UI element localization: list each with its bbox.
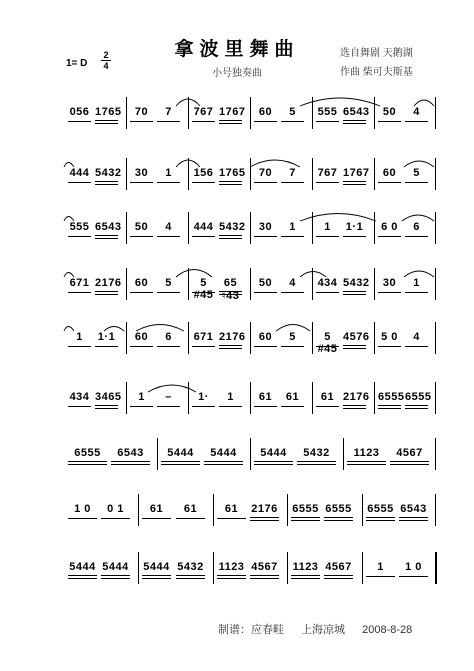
barline xyxy=(250,268,251,300)
barline xyxy=(188,322,189,354)
note-group: 6 xyxy=(405,221,428,235)
note-group: 444 xyxy=(69,167,90,179)
note-group: 6555 xyxy=(325,503,352,515)
note-group: 6555 xyxy=(367,503,394,515)
score-line xyxy=(64,268,436,300)
barline xyxy=(126,268,127,300)
note-group: 5 xyxy=(281,331,304,345)
barline xyxy=(250,158,251,190)
note-group: 5432 xyxy=(343,277,370,289)
note-group: 4 xyxy=(157,221,180,235)
score-line xyxy=(64,212,436,244)
time-signature xyxy=(100,50,112,71)
note-group: 6543 xyxy=(95,221,122,233)
note-group: 60 xyxy=(254,106,277,120)
note-group: 5432 xyxy=(219,221,246,233)
note-group: 50 xyxy=(254,277,277,291)
note-group: 5 xyxy=(281,106,304,120)
note-group: 6543 xyxy=(111,447,150,461)
note-group: 1 0 xyxy=(399,561,428,575)
note-group: 70 xyxy=(254,167,277,181)
date-credit: 2008-8-28 xyxy=(362,624,413,636)
note-group: 1 xyxy=(68,331,91,345)
note-group: 61 xyxy=(281,391,304,405)
barline xyxy=(435,212,436,244)
score-line xyxy=(64,494,436,526)
note-group: 6555 xyxy=(405,391,432,403)
note-group: 5 xyxy=(405,167,428,181)
note-group: 767 xyxy=(193,106,214,118)
note-group: 1765 xyxy=(95,106,122,118)
note-group: 1123 xyxy=(218,561,245,573)
score-line xyxy=(64,382,436,414)
barline xyxy=(250,97,251,129)
barline xyxy=(250,212,251,244)
footer xyxy=(218,621,426,637)
note-group: 65 ♮43 xyxy=(219,277,242,291)
note-group: 7 xyxy=(157,106,180,120)
barline xyxy=(250,322,251,354)
score-title: 拿波里舞曲 xyxy=(174,39,300,60)
note-group: 4 xyxy=(281,277,304,291)
score-line xyxy=(64,322,436,354)
barline xyxy=(435,322,436,354)
note-group: 2176 xyxy=(343,391,370,403)
note-group: 50 xyxy=(130,221,153,235)
barline xyxy=(435,158,436,190)
barline xyxy=(374,382,375,414)
note-group: 3465 xyxy=(95,391,122,403)
note-group: 4567 xyxy=(325,561,352,573)
note-group: 61 xyxy=(316,391,339,405)
barline xyxy=(312,158,313,190)
note-group: 1 0 xyxy=(68,503,97,517)
note-group: 5444 xyxy=(69,561,96,573)
note-group: 6 xyxy=(157,331,180,345)
barline xyxy=(312,97,313,129)
note-group: 156 xyxy=(193,167,214,179)
note-group: 5444 xyxy=(254,447,293,461)
note-group: 1·1 xyxy=(343,221,366,235)
note-group: 1123 xyxy=(292,561,319,573)
note-group: 1 xyxy=(130,391,153,405)
barline xyxy=(188,97,189,129)
barline xyxy=(126,212,127,244)
note-group: 5 0 xyxy=(378,331,401,345)
note-group: 671 xyxy=(193,331,214,343)
barline xyxy=(435,438,436,470)
note-group: 6555 xyxy=(292,503,319,515)
barline xyxy=(126,97,127,129)
composer-credit: 作曲 柴可夫斯基 xyxy=(340,67,413,78)
barline xyxy=(287,552,288,584)
barline xyxy=(374,97,375,129)
note-group: 434 xyxy=(317,277,338,289)
note-group: 444 xyxy=(193,221,214,233)
place-credit: 上海凉城 xyxy=(301,624,346,636)
barline xyxy=(138,552,139,584)
barline xyxy=(435,382,436,414)
barline xyxy=(435,494,436,526)
note-group: 1 xyxy=(405,277,428,291)
arranger-credit: 制谱：应春畦 xyxy=(218,624,284,636)
time-signature-bottom: 4 xyxy=(103,61,109,71)
source-credit: 选自舞剧 天鹅湖 xyxy=(340,48,413,59)
barline xyxy=(312,268,313,300)
note-group: – xyxy=(157,391,180,405)
barline xyxy=(374,322,375,354)
note-group: 61 xyxy=(176,503,205,517)
note-group: 5444 xyxy=(143,561,170,573)
barline xyxy=(250,382,251,414)
note-group: 60 xyxy=(254,331,277,345)
note-group: 056 xyxy=(69,106,90,118)
note-group: 1767 xyxy=(343,167,370,179)
note-group: 434 xyxy=(69,391,90,403)
barline xyxy=(435,268,436,300)
note-group: 7 xyxy=(281,167,304,181)
time-signature-top: 2 xyxy=(103,50,109,60)
barline xyxy=(312,322,313,354)
barline xyxy=(188,158,189,190)
note-group: 4576 xyxy=(343,331,370,343)
barline xyxy=(435,552,437,584)
barline xyxy=(157,438,158,470)
note-group: 671 xyxy=(69,277,90,289)
note-group: 60 xyxy=(130,331,153,345)
score-subtitle: 小号独奏曲 xyxy=(212,68,262,79)
note-group: 2176 xyxy=(251,503,278,515)
note-group: 1· xyxy=(192,391,215,405)
barline xyxy=(138,494,139,526)
barline xyxy=(213,494,214,526)
note-group: 1767 xyxy=(219,106,246,118)
note-group: 5444 xyxy=(102,561,129,573)
note-group: 5432 xyxy=(177,561,204,573)
note-group: 1 xyxy=(366,561,395,575)
note-group: 6555 xyxy=(378,391,405,403)
barline xyxy=(374,268,375,300)
note-group: 60 xyxy=(130,277,153,291)
note-group: 1765 xyxy=(219,167,246,179)
key-signature: 1= D xyxy=(66,58,88,69)
note-group: 61 xyxy=(217,503,246,517)
barline xyxy=(287,494,288,526)
note-group: 1123 xyxy=(347,447,386,461)
barline xyxy=(213,552,214,584)
barline xyxy=(188,212,189,244)
barline xyxy=(126,322,127,354)
barline xyxy=(374,158,375,190)
note-group: 6543 xyxy=(343,106,370,118)
note-group: 5 #45 xyxy=(317,331,338,355)
note-group: 6 0 xyxy=(378,221,401,235)
note-group: 1·1 xyxy=(95,331,118,345)
note-group: 1 xyxy=(219,391,242,405)
note-group: 1 xyxy=(157,167,180,181)
barline xyxy=(312,382,313,414)
note-group: 4567 xyxy=(251,561,278,573)
barline xyxy=(126,382,127,414)
barline xyxy=(312,212,313,244)
note-group: 4 xyxy=(405,331,428,345)
note-group: 30 xyxy=(254,221,277,235)
barline xyxy=(362,552,363,584)
note-group: 5432 xyxy=(95,167,122,179)
note-group: 50 xyxy=(378,106,401,120)
note-group: 5432 xyxy=(297,447,336,461)
note-group: 30 xyxy=(130,167,153,181)
note-group: 5 xyxy=(157,277,180,291)
note-group: 70 xyxy=(130,106,153,120)
score-line xyxy=(64,552,436,584)
barline xyxy=(188,382,189,414)
score-line xyxy=(64,97,436,129)
note-group: 555 xyxy=(317,106,338,118)
note-group: 30 xyxy=(378,277,401,291)
barline xyxy=(362,494,363,526)
note-group: 61 xyxy=(254,391,277,405)
note-group: 5444 xyxy=(161,447,200,461)
note-group: 6543 xyxy=(400,503,427,515)
note-group: 6555 xyxy=(68,447,107,461)
barline xyxy=(126,158,127,190)
note-group: 4 xyxy=(405,106,428,120)
note-group: 5444 xyxy=(204,447,243,461)
barline xyxy=(435,97,436,129)
note-group: 5 #45 xyxy=(193,277,214,301)
score-line xyxy=(64,438,436,470)
note-group: 555 xyxy=(69,221,90,233)
barline xyxy=(343,438,344,470)
barline xyxy=(374,212,375,244)
note-group: 1 xyxy=(281,221,304,235)
note-group: 60 xyxy=(378,167,401,181)
note-group: 1 xyxy=(316,221,339,235)
note-group: 61 xyxy=(142,503,171,517)
note-group: 2176 xyxy=(95,277,122,289)
note-group: 767 xyxy=(317,167,338,179)
score-line xyxy=(64,158,436,190)
note-group: 4567 xyxy=(390,447,429,461)
barline xyxy=(250,438,251,470)
note-group: 2176 xyxy=(219,331,246,343)
barline xyxy=(188,268,189,300)
note-group: 0 1 xyxy=(101,503,130,517)
